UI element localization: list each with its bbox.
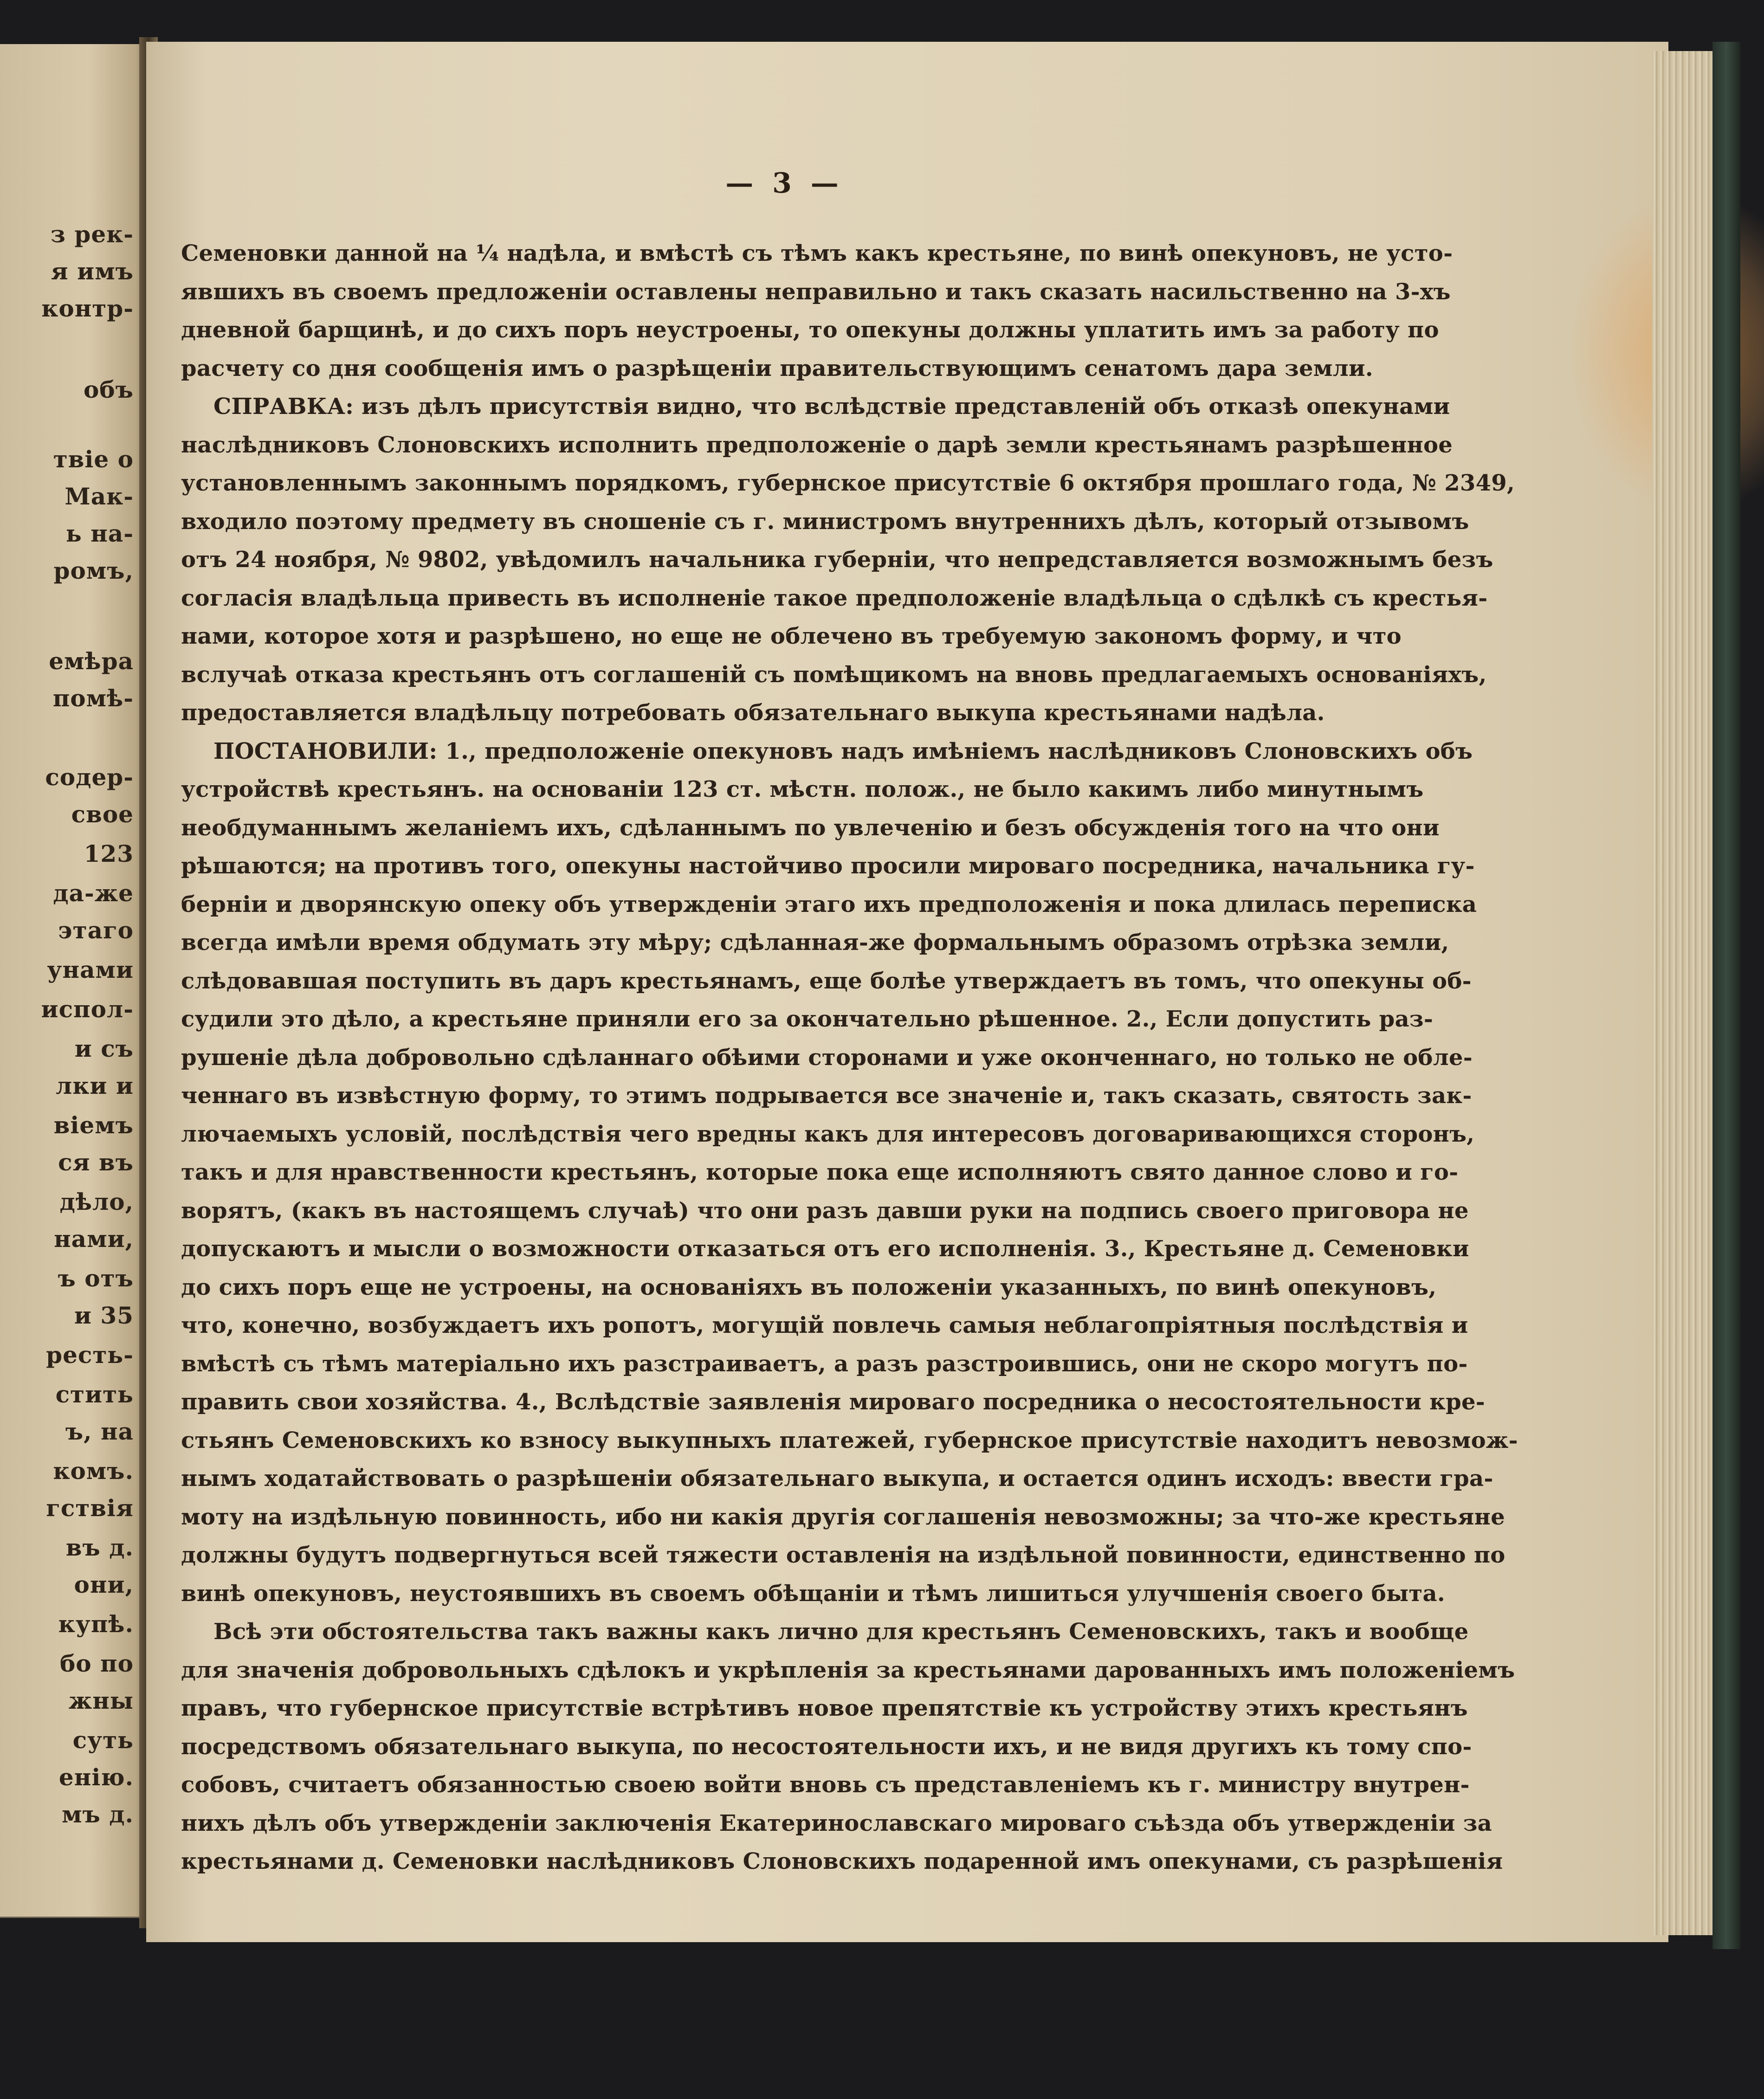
facing-page-fragment: енію. [58, 1763, 134, 1791]
book-cover-edge [1712, 42, 1740, 1949]
text-line: крестьянами д. Семеновки наслѣдниковъ Слоновскихъ подаренной имъ опекунами, съ разрѣшенія [181, 1848, 1503, 1874]
facing-page-fragment: 123 [84, 840, 134, 867]
text-line: что, конечно, возбуждаетъ ихъ ропотъ, могущій повлечь самыя неблагопріятныя послѣдствія и [181, 1312, 1468, 1338]
text-line: ПОСТАНОВИЛИ: 1., предположеніе опекуновъ надъ имѣніемъ наслѣдниковъ Слоновскихъ объ [213, 738, 1473, 764]
facing-page-fragment: ь на- [65, 520, 134, 547]
facing-page-fragment: и 35 [74, 1302, 134, 1329]
text-line: править свои хозяйства. 4., Вслѣдствіе заявленія мироваго посредника о несостоятельности кре- [181, 1389, 1486, 1415]
text-line: Семеновки данной на ¼ надѣла, и вмѣстѣ съ тѣмъ какъ крестьяне, по винѣ опекуновъ, не усто- [181, 240, 1453, 266]
facing-page-fragment: контр- [41, 295, 134, 322]
text-line: дневной барщинѣ, и до сихъ поръ неустроены, то опекуны должны уплатить имъ за работу по [181, 317, 1439, 343]
text-line: нымъ ходатайствовать о разрѣшеніи обязательнаго выкупа, и остается одинъ исходъ: ввести гра- [181, 1466, 1493, 1492]
page-edges [1652, 51, 1715, 1935]
text-line: всегда имѣли время обдумать эту мѣру; сдѣланная-же формальнымъ образомъ отрѣзка земли, [181, 930, 1449, 956]
text-line: наслѣдниковъ Слоновскихъ исполнить предположеніе о дарѣ земли крестьянамъ разрѣшенное [181, 432, 1453, 458]
facing-page-fragment: купѣ. [58, 1610, 134, 1638]
text-line: вмѣстѣ съ тѣмъ матеріально ихъ разстраиваетъ, а разъ разстроившись, они не скоро могутъ по- [181, 1350, 1468, 1377]
facing-page-fragment: лки и [56, 1072, 134, 1099]
facing-page-fragment: суть [72, 1726, 134, 1754]
facing-page-fragment: ресть- [46, 1341, 134, 1369]
text-line: моту на издѣльную повинность, ибо ни какія другія соглашенія невозможны; за что-же крестьяне [181, 1504, 1505, 1530]
facing-page-fragment: гствія [46, 1494, 134, 1522]
facing-page-fragment: ъ отъ [58, 1265, 134, 1292]
facing-page-fragment: вiемъ [53, 1111, 134, 1139]
text-line: СПРАВКА: изъ дѣлъ присутствія видно, что вслѣдствіе представленій объ отказѣ опекунами [213, 394, 1450, 420]
text-line: до сихъ поръ еще не устроены, на основаніяхъ въ положеніи указанныхъ, по винѣ опекуновъ, [181, 1274, 1437, 1300]
text-line: входило поэтому предмету въ сношеніе съ г. министромъ внутреннихъ дѣлъ, который отзывомъ [181, 508, 1469, 535]
text-line: винѣ опекуновъ, неустоявшихъ въ своемъ обѣщаніи и тѣмъ лишиться улучшенія своего быта. [181, 1580, 1445, 1607]
facing-page-fragment: дѣло, [59, 1188, 134, 1215]
text-line: собовъ, считаетъ обязанностью своею войти вновь съ представленіемъ къ г. министру внутрен- [181, 1772, 1470, 1798]
text-line: слѣдовавшая поступить въ даръ крестьянамъ, еще болѣе утверждаетъ въ томъ, что опекуны об- [181, 968, 1472, 994]
text-line: ченнаго въ извѣстную форму, то этимъ подрывается все значеніе и, такъ сказать, святость зак- [181, 1083, 1472, 1109]
facing-page-fragment: унами [47, 956, 134, 983]
text-line: правъ, что губернское присутствіе встрѣтивъ новое препятствіе къ устройству этихъ крестьянъ [181, 1695, 1468, 1721]
text-line: рѣшаются; на противъ того, опекуны настойчиво просили мироваго посредника, начальника гу- [181, 853, 1475, 879]
text-line: допускаютъ и мысли о возможности отказаться отъ его исполненія. 3., Крестьяне д. Семеновки [181, 1236, 1469, 1262]
text-line: необдуманнымъ желаніемъ ихъ, сдѣланнымъ по увлеченію и безъ обсужденія того на что они [181, 814, 1440, 841]
facing-page-fragment: ромъ, [53, 557, 134, 584]
body-text [181, 234, 1518, 1881]
facing-page-fragment: мъ д. [62, 1801, 134, 1828]
facing-page-fragment: бо по [59, 1650, 134, 1677]
facing-page-fragment: ъ, на [65, 1418, 134, 1445]
text-line: такъ и для нравственности крестьянъ, которые пока еще исполняютъ свято данное слово и го- [181, 1159, 1459, 1185]
text-line: ворятъ, (какъ въ настоящемъ случаѣ) что они разъ давши руки на подпись своего приговора не [181, 1197, 1469, 1224]
facing-page-fragment: з рек- [51, 220, 134, 248]
facing-page-fragment: Мак- [65, 483, 134, 510]
facing-page-fragment: да-же [53, 879, 134, 907]
text-line: явшихъ въ своемъ предложеніи оставлены неправильно и такъ сказать насильственно на 3-хъ [181, 278, 1451, 305]
text-line: отъ 24 ноября, № 9802, увѣдомилъ начальника губерніи, что непредставляется возможнымъ безъ [181, 547, 1493, 573]
text-line: лючаемыхъ условій, послѣдствія чего вредны какъ для интересовъ договаривающихся сторонъ, [181, 1121, 1475, 1147]
text-line: вслучаѣ отказа крестьянъ отъ соглашеній съ помѣщикомъ на вновь предлагаемыхъ основаніяхъ, [181, 661, 1487, 688]
text-line: предоставляется владѣльцу потребовать обязательнаго выкупа крестьянами надѣла. [181, 700, 1325, 726]
left-page [0, 44, 148, 1918]
text-line: посредствомъ обязательнаго выкупа, по несостоятельности ихъ, и не видя другихъ къ тому спо- [181, 1733, 1472, 1760]
facing-page-fragment: емѣра [49, 647, 134, 675]
facing-page-fragment: свое [71, 801, 134, 828]
text-line: согласія владѣльца привесть въ исполненіе такое предположеніе владѣльца о сдѣлкѣ съ крестья- [181, 585, 1488, 611]
facing-page-fragment: испол- [41, 995, 134, 1023]
text-line: устройствѣ крестьянъ. на основаніи 123 ст. мѣстн. полож., не было какимъ либо минутнымъ [181, 776, 1424, 802]
text-line: рушеніе дѣла добровольно сдѣланнаго обѣими сторонами и уже оконченнаго, но только не обле- [181, 1044, 1473, 1071]
facing-page-fragment: и съ [74, 1035, 134, 1062]
facing-page-fragment: содер- [45, 763, 134, 791]
facing-page-fragment: стить [55, 1381, 134, 1408]
facing-page-fragment: твіе о [53, 446, 134, 473]
text-line: стьянъ Семеновскихъ ко взносу выкупныхъ платежей, губернское присутствіе находитъ невозмож- [181, 1427, 1518, 1453]
facing-page-fragment: я имъ [51, 258, 134, 285]
facing-page-fragment: этаго [58, 917, 134, 944]
text-line: нихъ дѣлъ объ утвержденіи заключенія Екатеринославскаго мироваго съѣзда объ утвержденіи за [181, 1810, 1493, 1836]
facing-page-fragment: помѣ- [52, 685, 134, 712]
text-line: нами, которое хотя и разрѣшено, но еще не облечено въ требуемую закономъ форму, и что [181, 623, 1402, 649]
text-line: должны будутъ подвергнуться всей тяжести оставленія на издѣльной повинности, единственно по [181, 1542, 1506, 1568]
facing-page-fragment: объ [83, 376, 134, 403]
facing-page-fragment: въ д. [65, 1534, 134, 1561]
text-line: Всѣ эти обстоятельства такъ важны какъ лично для крестьянъ Семеновскихъ, такъ и вообще [213, 1619, 1469, 1645]
text-line: берніи и дворянскую опеку объ утвержденіи этаго ихъ предположенія и пока длилась переписка [181, 891, 1477, 917]
text-line: судили это дѣло, а крестьяне приняли его за окончательно рѣшенное. 2., Если допустить раз- [181, 1006, 1434, 1032]
facing-page-fragment: нами, [54, 1225, 134, 1253]
text-line: для значенія добровольныхъ сдѣлокъ и укрѣпленія за крестьянами дарованныхъ имъ положеніемъ [181, 1657, 1515, 1683]
facing-page-fragment: жны [68, 1687, 134, 1714]
facing-page-fragment: комъ. [53, 1457, 134, 1485]
text-line: расчету со дня сообщенія имъ о разрѣщеніи правительствующимъ сенатомъ дара земли. [181, 355, 1373, 381]
page-number: — 3 — [725, 167, 843, 200]
facing-page-fragment: ся въ [58, 1149, 134, 1176]
facing-page-fragment: они, [74, 1571, 134, 1598]
text-line: установленнымъ законнымъ порядкомъ, губернское присутствіе 6 октября прошлаго года, № 2349, [181, 470, 1515, 496]
